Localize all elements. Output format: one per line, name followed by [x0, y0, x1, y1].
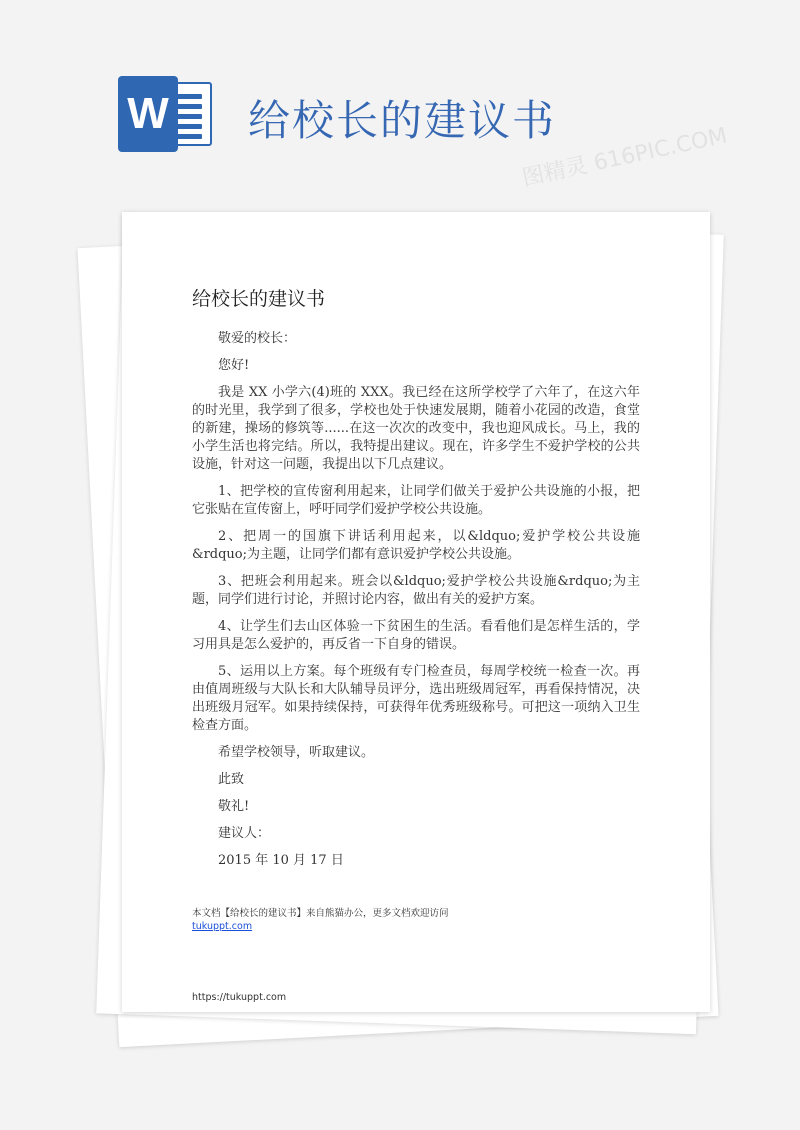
- header-banner: [0, 0, 800, 200]
- footer-note: [192, 907, 449, 933]
- greeting: 您好!: [218, 358, 250, 373]
- paragraph: 希望学校领导，听取建议。: [218, 745, 375, 760]
- bottom-url: https://tukuppt.com: [192, 992, 287, 1003]
- paragraph: 1、把学校的宣传窗利用起来，让同学们做关于爱护公共设施的小报，把它张贴在宣传窗上，呼吁同学们爱护学校公共设施。: [192, 484, 640, 517]
- closing: 敬礼!: [218, 799, 250, 814]
- paragraph: 2、把周一的国旗下讲话利用起来，以&ldquo;爱护学校公共设施&rdquo;为主题，让同学们都有意识爱护学校公共设施。: [192, 529, 640, 562]
- paragraph: 3、把班会利用起来。班会以&ldquo;爱护学校公共设施&rdquo;为主题，同学们进行讨论，并照讨论内容，做出有关的爱护方案。: [192, 574, 640, 607]
- footer-note-text: 本文档【给校长的建议书】来自熊猫办公，更多文档欢迎访问: [192, 908, 449, 919]
- word-icon: W: [118, 76, 212, 152]
- salutation: 敬爱的校长：: [218, 331, 297, 346]
- paragraph: 我是 XX 小学六(4)班的 XXX。我已经在这所学校学了六年了，在这六年的时光里，我学到了很多，学校也处于快速发展期，随着小花园的改造，食堂的新建，操场的修筑等......在这一次次的改变中，我也迎风成长。马上，我的小学生活也将完结。所以，我特提出建议。现在，许多学生不爱护学校的公共设施，针对这一问题，我提出以下几点建议。: [192, 385, 640, 472]
- watermark: 图精灵 616PIC.COM: [520, 123, 730, 192]
- page-title: 给校长的建议书: [248, 96, 557, 145]
- signer: 建议人：: [218, 826, 271, 841]
- document-page: [122, 212, 710, 1012]
- footer-link[interactable]: tukuppt.com: [192, 921, 253, 932]
- closing: 此致: [218, 772, 245, 787]
- document-title: 给校长的建议书: [192, 288, 326, 310]
- document-body: [192, 330, 640, 879]
- paragraph: 5、运用以上方案。每个班级有专门检查员，每周学校统一检查一次。再由值周班级与大队长和大队辅导员评分，选出班级周冠军，再看保持情况，决出班级月冠军。如果持续保持，可获得年优秀班级称号。可把这一项纳入卫生检查方面。: [192, 664, 640, 733]
- date: 2015 年 10 月 17 日: [218, 853, 344, 868]
- paragraph: 4、让学生们去山区体验一下贫困生的生活。看看他们是怎样生活的，学习用具是怎么爱护的，再反省一下自身的错误。: [192, 619, 640, 652]
